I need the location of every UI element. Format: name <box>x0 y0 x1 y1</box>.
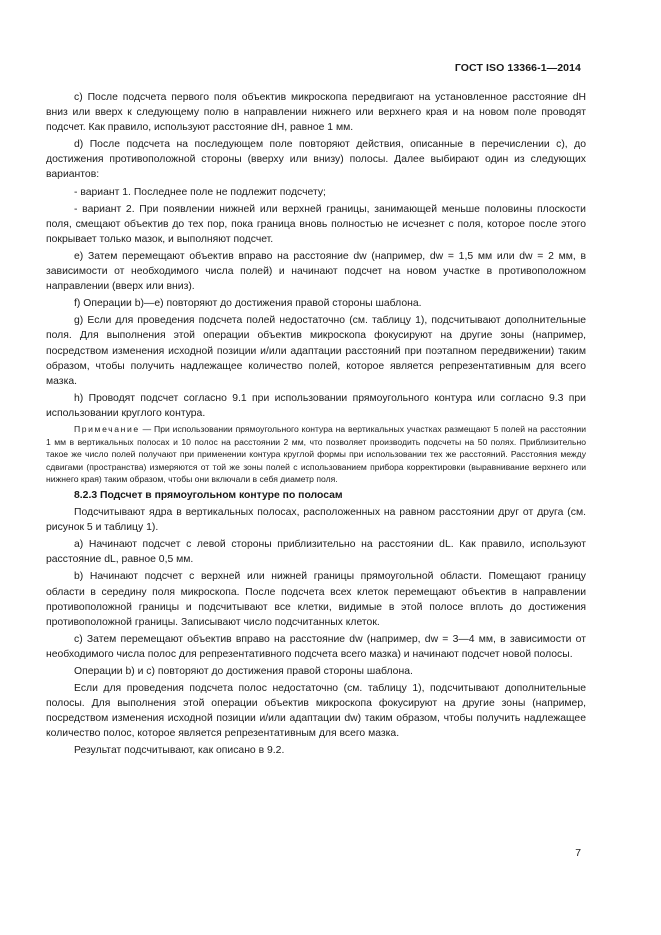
paragraph-h: h) Проводят подсчет согласно 9.1 при использовании прямоугольного контура или согласно 9.3 при использовании круглого контура. <box>46 392 586 419</box>
section-paragraph: Подсчитывают ядра в вертикальных полосах, расположенных на равном расстоянии друг от друга (см. рисунок 5 и таблицу 1). <box>46 507 586 534</box>
section-paragraph: Операции b) и c) повторяют до достижения правой стороны шаблона. <box>74 665 413 677</box>
variant-1: - вариант 1. Последнее поле не подлежит подсчету; <box>74 186 326 198</box>
note-text: — При использовании прямоугольного контура на вертикальных участках размещают 5 полей на расстоянии 1 мм в вертикальных полосах и 10 полос на расстоянии 2 мм, что позволяет производить подсчеты на 50 полях. Приблизительно такое же число полей получают при применении контура круглой формы при использовании тех же расстояний. Расстояния между сдвигами (пространства) измеряются от той же зоны полей с использованием прибора корректировки (выравнивание верхнего или нижнего края) таким образом, чтобы они включали в себя диаметр поля. <box>46 423 586 485</box>
note <box>46 423 586 486</box>
paragraph-d: d) После подсчета на последующем поле повторяют действия, описанные в перечислении c), до достижения противоположной стороны (вверху или внизу) полосы. Далее выбирают один из следующих вариантов: <box>46 139 586 181</box>
variant-2: - вариант 2. При появлении нижней или верхней границы, занимающей меньше половины плоскости поля, смещают объектив до тех пор, пока граница вновь полностью не исчезнет с поля, которое после этого покрывает только мазок, и выполняют подсчет. <box>46 203 586 245</box>
document-body <box>46 90 586 761</box>
document-code: ГОСТ ISO 13366-1—2014 <box>454 62 581 74</box>
paragraph-f: f) Операции b)—e) повторяют до достижения правой стороны шаблона. <box>74 298 422 310</box>
section-paragraph-b: b) Начинают подсчет с верхней или нижней границы прямоугольной области. Помещают границу области в середину поля микроскопа. После подсчета всех клеток перемещают объектив в направлении противоположной границы и подсчитывают все клетки, видимые в этой полосе вплоть до достижения противоположной границы. Записывают число подсчитанных клеток. <box>46 571 586 628</box>
section-paragraph: Результат подсчитывают, как описано в 9.2. <box>74 745 285 757</box>
section-paragraph-a: a) Начинают подсчет с левой стороны приблизительно на расстоянии dL. Как правило, используют расстояние dL, равное 0,5 мм. <box>46 539 586 566</box>
page-number: 7 <box>575 848 581 859</box>
paragraph-c: c) После подсчета первого поля объектив микроскопа передвигают на установленное расстояние dH вниз или вверх к следующему полю в направлении нижнего или верхнего края и на новом поле проводят подсчет. Как правило, используют расстояние dH, равное 1 мм. <box>46 92 586 134</box>
note-label: Примечание <box>74 423 140 434</box>
section-paragraph-c: c) Затем перемещают объектив вправо на расстояние dw (например, dw = 3—4 мм, в зависимости от необходимого числа полос для репрезентативного подсчета всего мазка) и начинают подсчет новой полосы. <box>46 633 586 660</box>
paragraph-g: g) Если для проведения подсчета полей недостаточно (см. таблицу 1), подсчитывают дополнительные поля. Для выполнения этой операции объектив микроскопа фокусируют на другие зоны (например, посредством изменения исходной позиции и/или адаптации расстояний при поэтапном передвижении) таким образом, чтобы получить надлежащее количество полей, которое является репрезентативным для всего мазка. <box>46 315 586 387</box>
paragraph-e: e) Затем перемещают объектив вправо на расстояние dw (например, dw = 1,5 мм или dw = 2 мм, в зависимости от необходимого числа полей) и начинают подсчет на новом участке в противоположном направлении (вверх или вниз). <box>46 250 586 293</box>
section-title: 8.2.3 Подсчет в прямоугольном контуре по полосам <box>74 489 343 501</box>
section-paragraph: Если для проведения подсчета полос недостаточно (см. таблицу 1), подсчитывают дополнительные полосы. Для выполнения этой операции объектив микроскопа фокусируют на другие зоны (например, посредством изменения исходной позиции и/или адаптации dw) таким образом, чтобы получить надлежащее количество полос, которое является репрезентативным для всего мазка. <box>46 683 586 740</box>
